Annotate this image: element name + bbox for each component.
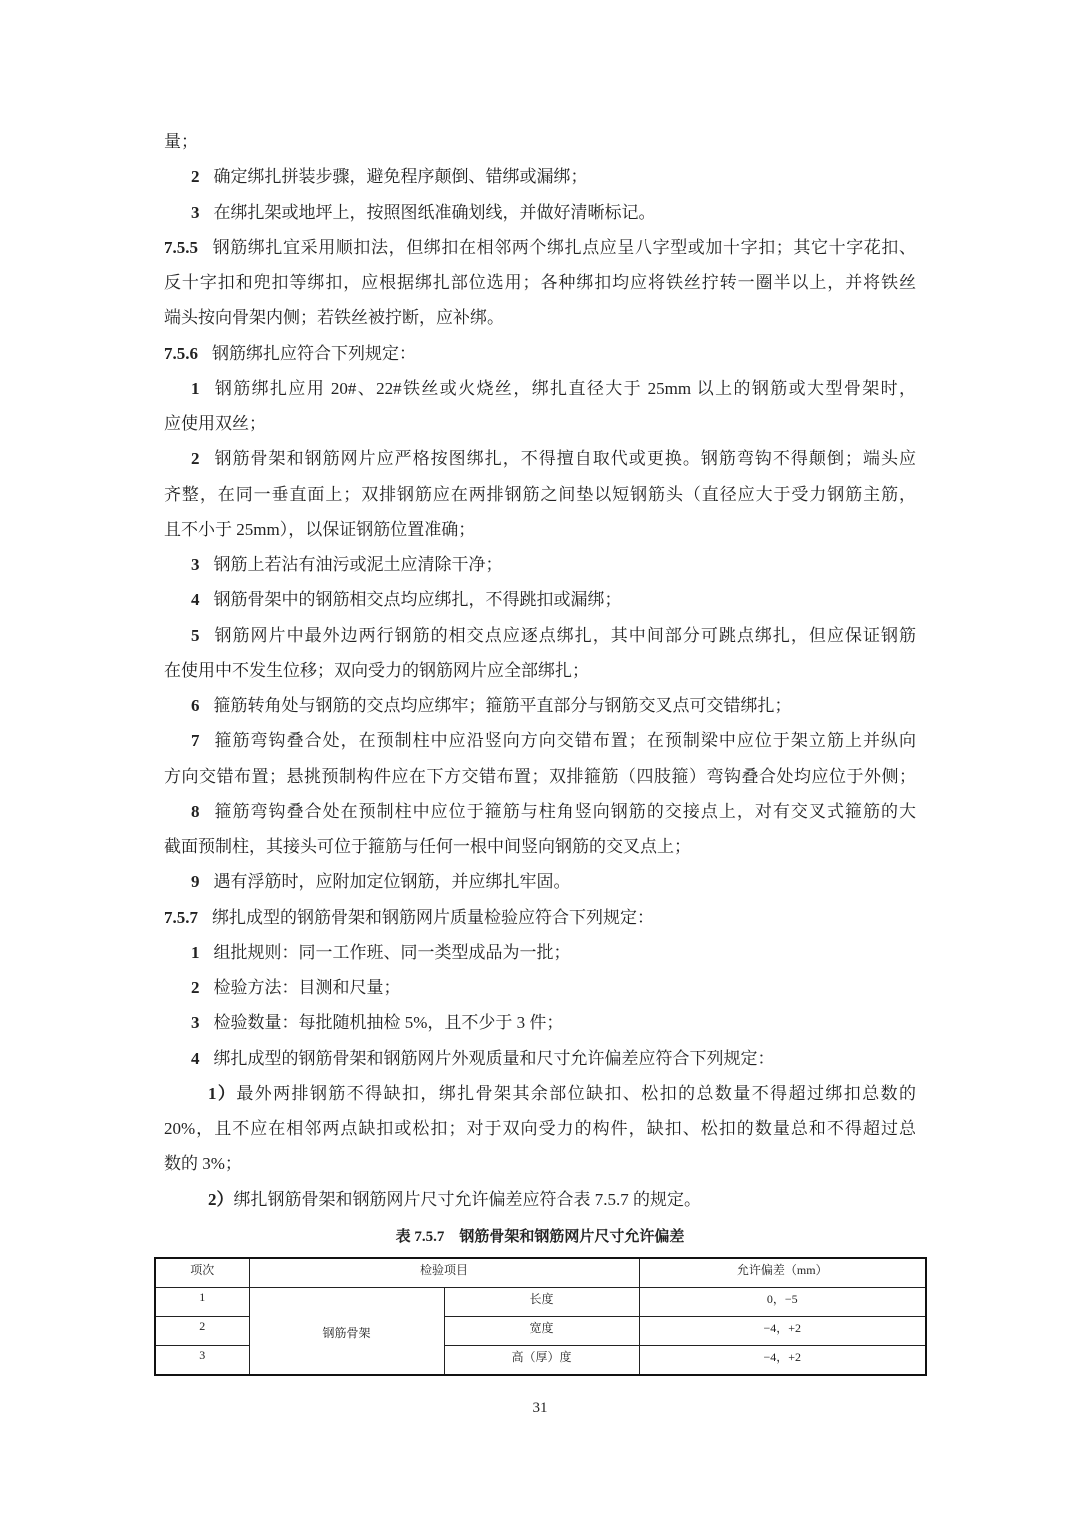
- text-line: [164, 587, 916, 622]
- clause-number: 2）: [208, 1189, 234, 1209]
- item-cell: 长度: [444, 1288, 639, 1317]
- row-number: 3: [155, 1346, 249, 1376]
- text-line: [164, 623, 916, 658]
- clause-number: 2: [191, 449, 200, 469]
- page-number: 31: [532, 1400, 548, 1416]
- text-line: [164, 1010, 916, 1045]
- text-line: [164, 411, 916, 446]
- line-text: 钢筋骨架中的钢筋相交点均应绑扎，不得跳扣或漏绑；: [213, 590, 622, 610]
- clause-number: 7: [191, 731, 200, 751]
- line-text: 钢筋骨架和钢筋网片应严格按图绑扎，不得擅自取代或更换。钢筋弯钩不得颠倒；端头应: [213, 449, 916, 469]
- line-text: 绑扎成型的钢筋骨架和钢筋网片外观质量和尺寸允许偏差应符合下列规定：: [213, 1048, 775, 1068]
- line-text: 端头按向骨架内侧；若铁丝被拧断，应补绑。: [164, 308, 504, 328]
- line-text: 箍筋弯钩叠合处在预制柱中应位于箍筋与柱角竖向钢筋的交接点上，对有交叉式箍筋的大: [213, 801, 916, 821]
- text-line: [164, 235, 916, 270]
- text-line: [164, 341, 916, 376]
- clause-number: 4: [191, 590, 200, 610]
- clause-number: 1: [191, 378, 200, 398]
- row-number: 1: [155, 1288, 249, 1317]
- clause-number: 8: [191, 801, 200, 821]
- text-line: [164, 1046, 916, 1081]
- text-line: [164, 305, 916, 340]
- tolerance-table: [154, 1257, 927, 1376]
- line-text: 最外两排钢筋不得缺扣，绑扎骨架其余部位缺扣、松扣的总数量不得超过绑扣总数的: [236, 1083, 916, 1103]
- item-cell: 高（厚）度: [444, 1346, 639, 1376]
- text-line: [164, 975, 916, 1010]
- text-line: [164, 446, 916, 481]
- clause-number: 2: [191, 167, 200, 187]
- text-line: [164, 376, 916, 411]
- line-text: 钢筋上若沾有油污或泥土应清除干净；: [213, 555, 503, 574]
- clause-number: 7.5.7: [164, 907, 198, 927]
- line-text: 钢筋绑扎应用 20#、22#铁丝或火烧丝，绑扎直径大于 25mm 以上的钢筋或大型骨架时，: [213, 378, 916, 398]
- line-text: 钢筋网片中最外边两行钢筋的相交点应逐点绑扎，其中间部分可跳点绑扎，但应保证钢筋: [213, 625, 916, 645]
- line-text: 遇有浮筋时，应附加定位钢筋，并应绑扎牢固。: [213, 872, 571, 892]
- line-text: 方向交错布置；悬挑预制构件应在下方交错布置；双排箍筋（四肢箍）弯钩叠合处均应位于外侧；: [164, 766, 916, 786]
- line-text: 数的 3%；: [164, 1154, 242, 1174]
- group-cell: 钢筋骨架: [249, 1288, 444, 1376]
- line-text: 反十字扣和兜扣等绑扣，应根据绑扎部位选用；各种绑扣均应将铁丝拧转一圈半以上，并将铁丝: [164, 273, 916, 292]
- line-text: 绑扎成型的钢筋骨架和钢筋网片质量检验应符合下列规定：: [212, 907, 654, 927]
- line-text: 20%，且不应在相邻两点缺扣或松扣；对于双向受力的构件，缺扣、松扣的数量总和不得超过总: [164, 1119, 916, 1138]
- clause-number: 1: [191, 942, 200, 962]
- text-line: [164, 834, 916, 869]
- body-text: [164, 129, 916, 1222]
- line-text: 齐整，在同一垂直面上；双排钢筋应在两排钢筋之间垫以短钢筋头（直径应大于受力钢筋主筋，: [164, 484, 916, 504]
- clause-number: 9: [191, 872, 200, 892]
- text-line: [164, 482, 916, 517]
- line-text: 确定绑扎拼装步骤，避免程序颠倒、错绑或漏绑；: [213, 167, 588, 187]
- clause-number: 1）: [208, 1083, 237, 1103]
- line-text: 量；: [164, 132, 198, 151]
- line-text: 且不小于 25mm），以保证钢筋位置准确；: [164, 519, 476, 539]
- text-line: [164, 940, 916, 975]
- text-line: [164, 728, 916, 763]
- line-text: 在使用中不发生位移；双向受力的钢筋网片应全部绑扎；: [164, 660, 589, 680]
- header-cell: 检验项目: [249, 1258, 639, 1288]
- table-row: [155, 1288, 926, 1317]
- clause-number: 7.5.6: [164, 343, 198, 363]
- text-line: [164, 1081, 916, 1116]
- line-text: 截面预制柱，其接头可位于箍筋与任何一根中间竖向钢筋的交叉点上；: [164, 837, 691, 856]
- text-line: [164, 693, 916, 728]
- line-text: 检验方法：目测和尺量；: [213, 978, 401, 997]
- header-cell: 项次: [155, 1258, 249, 1288]
- text-line: [164, 1116, 916, 1151]
- text-line: [164, 1151, 916, 1186]
- text-line: [164, 764, 916, 799]
- tolerance-cell: −4，+2: [639, 1346, 926, 1376]
- clause-number: 3: [191, 1013, 200, 1033]
- text-line: [164, 799, 916, 834]
- line-text: 检验数量：每批随机抽检 5%，且不少于 3 件；: [213, 1013, 564, 1033]
- clause-number: 3: [191, 555, 200, 574]
- row-number: 2: [155, 1317, 249, 1346]
- line-text: 在绑扎架或地坪上，按照图纸准确划线，并做好清晰标记。: [213, 202, 656, 222]
- table-title: 表 7.5.7 钢筋骨架和钢筋网片尺寸允许偏差: [395, 1229, 685, 1245]
- clause-number: 3: [191, 202, 200, 222]
- table-header-row: [155, 1258, 926, 1288]
- clause-number: 7.5.5: [164, 237, 198, 257]
- clause-number: 2: [191, 978, 200, 997]
- text-line: [164, 1187, 916, 1222]
- clause-number: 5: [191, 625, 200, 645]
- item-cell: 宽度: [444, 1317, 639, 1346]
- tolerance-cell: 0，−5: [639, 1288, 926, 1317]
- line-text: 组批规则：同一工作班、同一类型成品为一批；: [213, 942, 571, 962]
- text-line: [164, 517, 916, 552]
- line-text: 绑扎钢筋骨架和钢筋网片尺寸允许偏差应符合表 7.5.7 的规定。: [233, 1189, 701, 1209]
- line-text: 箍筋弯钩叠合处，在预制柱中应沿竖向方向交错布置；在预制梁中应位于架立筋上并纵向: [213, 731, 916, 751]
- text-line: [164, 200, 916, 235]
- clause-number: 6: [191, 696, 200, 715]
- tolerance-cell: −4，+2: [639, 1317, 926, 1346]
- text-line: [164, 129, 916, 164]
- line-text: 钢筋绑扎宜采用顺扣法，但绑扣在相邻两个绑扎点应呈八字型或加十字扣；其它十字花扣、: [212, 237, 916, 257]
- text-line: [164, 658, 916, 693]
- text-line: [164, 270, 916, 305]
- header-cell: 允许偏差（mm）: [639, 1258, 926, 1288]
- line-text: 箍筋转角处与钢筋的交点均应绑牢；箍筋平直部分与钢筋交叉点可交错绑扎；: [213, 696, 792, 715]
- line-text: 应使用双丝；: [164, 414, 266, 433]
- text-line: [164, 552, 916, 587]
- text-line: [164, 164, 916, 199]
- line-text: 钢筋绑扎应符合下列规定：: [212, 343, 416, 363]
- text-line: [164, 869, 916, 904]
- text-line: [164, 905, 916, 940]
- clause-number: 4: [191, 1048, 200, 1068]
